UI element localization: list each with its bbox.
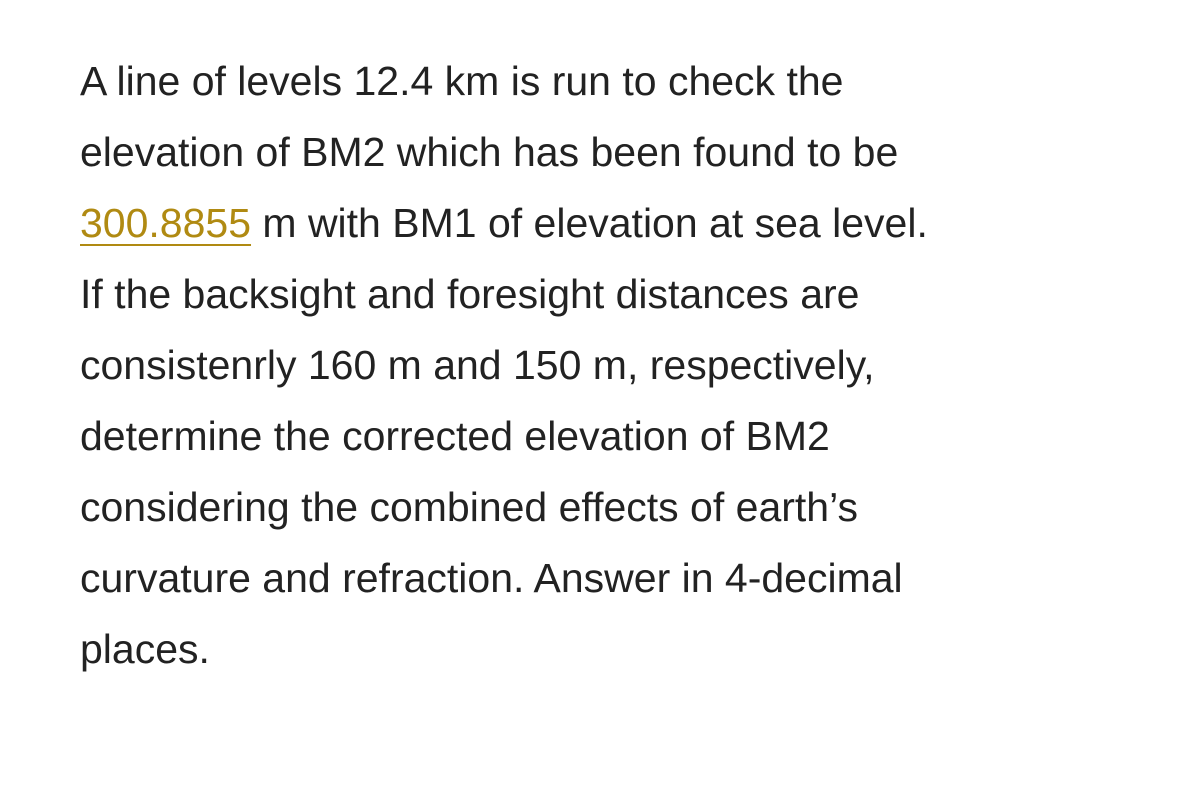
question-line: elevation of BM2 which has been found to be <box>80 129 899 175</box>
question-line-rest: m with BM1 of elevation at sea level. <box>251 200 928 246</box>
question-line: curvature and refraction. Answer in 4-decimal <box>80 555 903 601</box>
question-line: places. <box>80 626 210 672</box>
question-line: considering the combined effects of earth’s <box>80 484 858 530</box>
question-line: determine the corrected elevation of BM2 <box>80 413 830 459</box>
highlighted-value-link[interactable]: 300.8855 <box>80 200 252 246</box>
question-line: A line of levels 12.4 km is run to check the <box>80 58 844 104</box>
question-line: If the backsight and foresight distances are <box>80 271 860 317</box>
question-line <box>80 188 1160 259</box>
question-line: consistenrly 160 m and 150 m, respectively, <box>80 342 875 388</box>
question-text <box>80 46 1160 685</box>
